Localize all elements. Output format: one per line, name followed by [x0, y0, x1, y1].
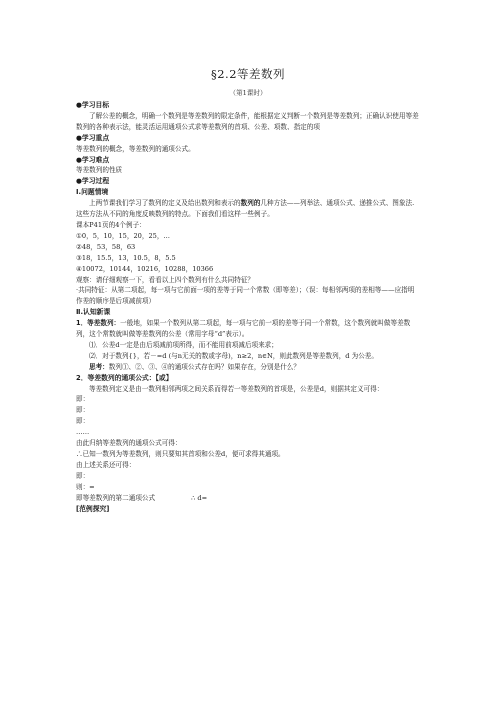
goal-heading: ●学习目标 [76, 101, 110, 109]
derivation-line-1: 即： [76, 395, 90, 404]
page-title: §2.2等差数列 [210, 67, 286, 81]
part1-heading: Ⅰ.问题情境 [76, 188, 109, 197]
second-formula [76, 493, 420, 504]
definition [76, 318, 420, 340]
difficult-heading: ●学习难点 [76, 155, 110, 164]
derivation-ellipsis: …… [76, 428, 90, 437]
part2-heading: Ⅱ.认知新课 [76, 308, 111, 317]
observe-text: 观察：请仔细观察一下，看看以上四个数列有什么共同特征？ [76, 275, 255, 284]
process-heading: ●学习过程 [76, 177, 110, 186]
derive-1: 由此归纳等差数列的通项公式可得： [76, 439, 182, 448]
derive-5: 则：= [76, 482, 95, 491]
goal-text: 了解公差的概念，明确一个数列是等差数列的限定条件，能根据定义判断一个数列是等差数列；正确认识使用等差数列的各种表示法，能灵活运用通项公式求等差数列的首项、公差、项数、指定的项 [76, 111, 419, 131]
second-formula-tail: ∴ d= [191, 493, 208, 502]
part1-intro [76, 198, 420, 220]
intro-after: 几种方法——列举法、通项公式、递推公式、图象法.这些方法从不同的角度反映数列的特点。下面我们看这样一些例子。 [76, 199, 415, 219]
derive-3: 由上述关系还可得： [76, 460, 136, 469]
note-1: ⑴．公差d一定是由后项减前项所得，而不能用前项减后项来求； [89, 340, 278, 349]
document-body [76, 100, 420, 514]
derivation-line-2: 即： [76, 406, 90, 415]
example-4: ④10072，10144，10216，10288，10366 [76, 264, 214, 273]
think-label: 思考： [89, 362, 109, 371]
intro-bold: 数列的 [240, 199, 261, 208]
example-2: ②48，53，58，63 [76, 242, 136, 251]
intro-before: 上两节课我们学习了数列的定义及给出数列和表示的 [89, 199, 241, 208]
lesson-period: （第1课时） [229, 89, 267, 97]
examples-heading: [范例探究] [76, 504, 110, 513]
formula-heading: 2．等差数列的通项公式：【或】 [76, 373, 173, 382]
derive-4: 即： [76, 471, 90, 480]
example-3: ③18，15.5，13，10.5，8，5.5 [76, 253, 176, 262]
example-1: ①0，5，10，15，20，25，… [76, 231, 171, 240]
key-text: 等差数列的概念，等差数列的通项公式。 [76, 144, 195, 153]
formula-text: 等差数列定义是由一数列相邻两项之间关系而得若一等差数列的首项是，公差是d，则据其定义可得： [89, 384, 384, 393]
derivation-line-3: 即： [76, 417, 90, 426]
think-text: 数列①、②、③、④的通项公式存在吗？如果存在，分别是什么？ [108, 362, 300, 371]
definition-label: 1．等差数列： [76, 319, 121, 328]
definition-text: 一般地，如果一个数列从第二项起，每一项与它前一项的差等于同一个常数，这个数列就叫做等差数列，这个常数就叫做等差数列的公差（常用字母“d”表示）。 [76, 319, 411, 339]
think [76, 362, 420, 373]
common-feature: ·共同特征：从第二项起，每一项与它前面一项的差等于同一个常数（即等差）；（误：每相邻两项的差相等——应指明作差的顺序是后项减前项） [76, 286, 415, 306]
note-2: ⑵．对于数列{}，若－=d (与n无关的数或字母)，n≥2，n∈N，则此数列是等差数列，d 为公差。 [89, 351, 378, 360]
second-formula-text: 即等差数列的第二通项公式 [76, 493, 156, 502]
derive-2: ∴已知一数列为等差数列，则只要知其首项和公差d，便可求得其通项。 [76, 450, 285, 458]
difficult-text: 等差数列的性质 [76, 166, 123, 175]
examples-intro: 课本P41页的4个例子： [76, 220, 146, 229]
key-heading: ●学习重点 [76, 133, 110, 142]
